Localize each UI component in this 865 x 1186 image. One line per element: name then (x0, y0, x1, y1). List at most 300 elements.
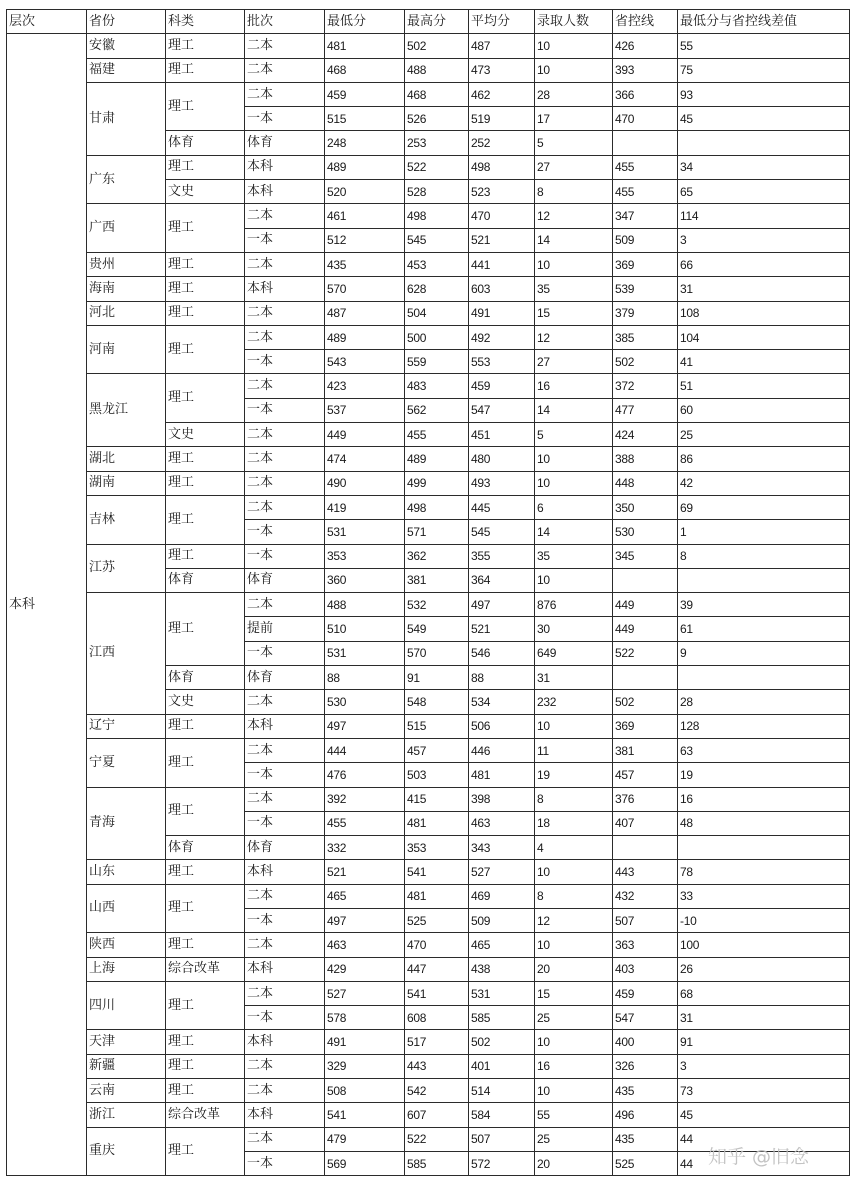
batch-cell: 一本 (245, 811, 325, 835)
province-cell: 山西 (87, 884, 166, 933)
control-line-cell: 477 (613, 398, 678, 422)
score-diff-cell: 75 (678, 58, 850, 82)
score-diff-cell: 91 (678, 1030, 850, 1054)
table-row (7, 1054, 850, 1078)
batch-cell: 二本 (245, 690, 325, 714)
score-diff-cell: 41 (678, 350, 850, 374)
category-cell: 文史 (166, 180, 245, 204)
max-score-cell: 608 (405, 1006, 469, 1030)
max-score-cell: 498 (405, 204, 469, 228)
min-score-cell: 541 (325, 1103, 405, 1127)
max-score-cell: 91 (405, 666, 469, 690)
province-cell: 河北 (87, 301, 166, 325)
table-row (7, 714, 850, 738)
min-score-cell: 429 (325, 957, 405, 981)
province-cell: 江西 (87, 593, 166, 714)
batch-cell: 二本 (245, 1079, 325, 1103)
batch-cell: 二本 (245, 1127, 325, 1151)
avg-score-cell: 480 (469, 447, 535, 471)
admitted-count-cell: 10 (535, 714, 613, 738)
category-cell: 理工 (166, 82, 245, 131)
max-score-cell: 515 (405, 714, 469, 738)
category-cell: 理工 (166, 471, 245, 495)
province-cell: 宁夏 (87, 738, 166, 787)
admitted-count-cell: 35 (535, 544, 613, 568)
score-diff-cell: 73 (678, 1079, 850, 1103)
admitted-count-cell: 649 (535, 641, 613, 665)
max-score-cell: 381 (405, 568, 469, 592)
max-score-cell: 541 (405, 860, 469, 884)
max-score-cell: 628 (405, 277, 469, 301)
max-score-cell: 504 (405, 301, 469, 325)
control-line-cell: 455 (613, 180, 678, 204)
score-diff-cell: 34 (678, 155, 850, 179)
min-score-cell: 531 (325, 641, 405, 665)
avg-score-cell: 553 (469, 350, 535, 374)
avg-score-cell: 527 (469, 860, 535, 884)
min-score-cell: 459 (325, 82, 405, 106)
province-cell: 天津 (87, 1030, 166, 1054)
avg-score-cell: 445 (469, 495, 535, 519)
admitted-count-cell: 55 (535, 1103, 613, 1127)
admitted-count-cell: 5 (535, 131, 613, 155)
category-cell: 理工 (166, 933, 245, 957)
column-header: 最低分 (325, 10, 405, 34)
province-cell: 安徽 (87, 34, 166, 58)
control-line-cell: 448 (613, 471, 678, 495)
control-line-cell: 326 (613, 1054, 678, 1078)
avg-score-cell: 481 (469, 763, 535, 787)
min-score-cell: 527 (325, 981, 405, 1005)
avg-score-cell: 546 (469, 641, 535, 665)
control-line-cell: 393 (613, 58, 678, 82)
avg-score-cell: 473 (469, 58, 535, 82)
table-row (7, 471, 850, 495)
max-score-cell: 525 (405, 908, 469, 932)
batch-cell: 二本 (245, 593, 325, 617)
column-header: 平均分 (469, 10, 535, 34)
avg-score-cell: 364 (469, 568, 535, 592)
batch-cell: 本科 (245, 1030, 325, 1054)
max-score-cell: 522 (405, 1127, 469, 1151)
category-cell: 理工 (166, 884, 245, 933)
min-score-cell: 392 (325, 787, 405, 811)
admitted-count-cell: 25 (535, 1006, 613, 1030)
admitted-count-cell: 4 (535, 836, 613, 860)
table-row (7, 981, 850, 1005)
category-cell: 理工 (166, 58, 245, 82)
control-line-cell: 381 (613, 738, 678, 762)
table-row (7, 593, 850, 617)
control-line-cell: 525 (613, 1151, 678, 1175)
control-line-cell: 539 (613, 277, 678, 301)
admitted-count-cell: 12 (535, 325, 613, 349)
min-score-cell: 543 (325, 350, 405, 374)
avg-score-cell: 521 (469, 617, 535, 641)
avg-score-cell: 547 (469, 398, 535, 422)
batch-cell: 二本 (245, 933, 325, 957)
table-row (7, 277, 850, 301)
max-score-cell: 526 (405, 107, 469, 131)
province-cell: 海南 (87, 277, 166, 301)
max-score-cell: 532 (405, 593, 469, 617)
admitted-count-cell: 16 (535, 1054, 613, 1078)
control-line-cell: 424 (613, 423, 678, 447)
max-score-cell: 499 (405, 471, 469, 495)
avg-score-cell: 88 (469, 666, 535, 690)
min-score-cell: 465 (325, 884, 405, 908)
category-cell: 体育 (166, 836, 245, 860)
category-cell: 理工 (166, 1030, 245, 1054)
control-line-cell: 432 (613, 884, 678, 908)
score-diff-cell: 33 (678, 884, 850, 908)
table-header (7, 10, 850, 34)
batch-cell: 一本 (245, 107, 325, 131)
avg-score-cell: 462 (469, 82, 535, 106)
avg-score-cell: 438 (469, 957, 535, 981)
batch-cell: 一本 (245, 1006, 325, 1030)
avg-score-cell: 441 (469, 252, 535, 276)
category-cell: 理工 (166, 34, 245, 58)
category-cell: 理工 (166, 1079, 245, 1103)
avg-score-cell: 398 (469, 787, 535, 811)
province-cell: 陕西 (87, 933, 166, 957)
max-score-cell: 362 (405, 544, 469, 568)
batch-cell: 二本 (245, 204, 325, 228)
admitted-count-cell: 25 (535, 1127, 613, 1151)
score-diff-cell: 31 (678, 277, 850, 301)
batch-cell: 体育 (245, 666, 325, 690)
table-row (7, 860, 850, 884)
admitted-count-cell: 10 (535, 1079, 613, 1103)
batch-cell: 二本 (245, 1054, 325, 1078)
max-score-cell: 607 (405, 1103, 469, 1127)
category-cell: 理工 (166, 155, 245, 179)
table-row (7, 957, 850, 981)
control-line-cell (613, 568, 678, 592)
score-diff-cell: 86 (678, 447, 850, 471)
category-cell: 理工 (166, 544, 245, 568)
min-score-cell: 530 (325, 690, 405, 714)
min-score-cell: 521 (325, 860, 405, 884)
avg-score-cell: 509 (469, 908, 535, 932)
category-cell: 理工 (166, 447, 245, 471)
batch-cell: 二本 (245, 884, 325, 908)
admitted-count-cell: 12 (535, 204, 613, 228)
column-header: 录取人数 (535, 10, 613, 34)
batch-cell: 一本 (245, 350, 325, 374)
control-line-cell: 347 (613, 204, 678, 228)
avg-score-cell: 493 (469, 471, 535, 495)
category-cell: 理工 (166, 1127, 245, 1176)
batch-cell: 一本 (245, 641, 325, 665)
admitted-count-cell: 20 (535, 1151, 613, 1175)
admitted-count-cell: 10 (535, 933, 613, 957)
max-score-cell: 503 (405, 763, 469, 787)
score-diff-cell: 69 (678, 495, 850, 519)
table-row (7, 1030, 850, 1054)
avg-score-cell: 572 (469, 1151, 535, 1175)
min-score-cell: 497 (325, 714, 405, 738)
avg-score-cell: 584 (469, 1103, 535, 1127)
province-cell: 河南 (87, 325, 166, 374)
province-cell: 四川 (87, 981, 166, 1030)
batch-cell: 体育 (245, 131, 325, 155)
max-score-cell: 541 (405, 981, 469, 1005)
min-score-cell: 531 (325, 520, 405, 544)
admitted-count-cell: 10 (535, 568, 613, 592)
admitted-count-cell: 10 (535, 471, 613, 495)
control-line-cell: 350 (613, 495, 678, 519)
max-score-cell: 570 (405, 641, 469, 665)
batch-cell: 一本 (245, 908, 325, 932)
score-diff-cell: 28 (678, 690, 850, 714)
control-line-cell: 379 (613, 301, 678, 325)
batch-cell: 二本 (245, 34, 325, 58)
admitted-count-cell: 15 (535, 981, 613, 1005)
score-diff-cell: 108 (678, 301, 850, 325)
min-score-cell: 419 (325, 495, 405, 519)
level-cell: 本科 (7, 34, 87, 1176)
control-line-cell: 455 (613, 155, 678, 179)
table-row (7, 204, 850, 228)
max-score-cell: 468 (405, 82, 469, 106)
admitted-count-cell: 10 (535, 34, 613, 58)
province-cell: 贵州 (87, 252, 166, 276)
admitted-count-cell: 31 (535, 666, 613, 690)
batch-cell: 二本 (245, 82, 325, 106)
score-diff-cell: 44 (678, 1127, 850, 1151)
max-score-cell: 481 (405, 811, 469, 835)
avg-score-cell: 492 (469, 325, 535, 349)
column-header: 科类 (166, 10, 245, 34)
admitted-count-cell: 12 (535, 908, 613, 932)
min-score-cell: 489 (325, 155, 405, 179)
table-row (7, 1079, 850, 1103)
admitted-count-cell: 232 (535, 690, 613, 714)
admitted-count-cell: 18 (535, 811, 613, 835)
province-cell: 广西 (87, 204, 166, 253)
province-cell: 辽宁 (87, 714, 166, 738)
avg-score-cell: 469 (469, 884, 535, 908)
category-cell: 理工 (166, 714, 245, 738)
province-cell: 吉林 (87, 495, 166, 544)
batch-cell: 二本 (245, 495, 325, 519)
admitted-count-cell: 14 (535, 228, 613, 252)
province-cell: 上海 (87, 957, 166, 981)
max-score-cell: 415 (405, 787, 469, 811)
control-line-cell: 522 (613, 641, 678, 665)
min-score-cell: 88 (325, 666, 405, 690)
category-cell: 理工 (166, 204, 245, 253)
control-line-cell: 449 (613, 593, 678, 617)
control-line-cell: 366 (613, 82, 678, 106)
control-line-cell: 372 (613, 374, 678, 398)
batch-cell: 本科 (245, 860, 325, 884)
min-score-cell: 476 (325, 763, 405, 787)
batch-cell: 一本 (245, 1151, 325, 1175)
province-cell: 重庆 (87, 1127, 166, 1176)
table-row (7, 301, 850, 325)
table-row (7, 738, 850, 762)
control-line-cell: 547 (613, 1006, 678, 1030)
admitted-count-cell: 19 (535, 763, 613, 787)
province-cell: 广东 (87, 155, 166, 204)
min-score-cell: 468 (325, 58, 405, 82)
batch-cell: 二本 (245, 374, 325, 398)
min-score-cell: 490 (325, 471, 405, 495)
min-score-cell: 537 (325, 398, 405, 422)
table-row (7, 155, 850, 179)
batch-cell: 本科 (245, 155, 325, 179)
avg-score-cell: 507 (469, 1127, 535, 1151)
column-header: 省份 (87, 10, 166, 34)
province-cell: 甘肃 (87, 82, 166, 155)
score-diff-cell: 60 (678, 398, 850, 422)
category-cell: 理工 (166, 301, 245, 325)
score-diff-cell: 51 (678, 374, 850, 398)
avg-score-cell: 465 (469, 933, 535, 957)
category-cell: 综合改革 (166, 957, 245, 981)
table-row (7, 884, 850, 908)
avg-score-cell: 446 (469, 738, 535, 762)
score-diff-cell: 128 (678, 714, 850, 738)
batch-cell: 本科 (245, 957, 325, 981)
control-line-cell (613, 836, 678, 860)
admitted-count-cell: 27 (535, 350, 613, 374)
avg-score-cell: 498 (469, 155, 535, 179)
score-diff-cell: 39 (678, 593, 850, 617)
column-header: 省控线 (613, 10, 678, 34)
control-line-cell: 457 (613, 763, 678, 787)
max-score-cell: 253 (405, 131, 469, 155)
min-score-cell: 512 (325, 228, 405, 252)
control-line-cell: 443 (613, 860, 678, 884)
batch-cell: 一本 (245, 763, 325, 787)
table-row (7, 325, 850, 349)
score-diff-cell: 25 (678, 423, 850, 447)
admitted-count-cell: 10 (535, 252, 613, 276)
max-score-cell: 542 (405, 1079, 469, 1103)
max-score-cell: 545 (405, 228, 469, 252)
max-score-cell: 528 (405, 180, 469, 204)
control-line-cell: 363 (613, 933, 678, 957)
score-diff-cell: 31 (678, 1006, 850, 1030)
max-score-cell: 470 (405, 933, 469, 957)
avg-score-cell: 487 (469, 34, 535, 58)
avg-score-cell: 506 (469, 714, 535, 738)
score-diff-cell: 26 (678, 957, 850, 981)
province-cell: 浙江 (87, 1103, 166, 1127)
admitted-count-cell: 876 (535, 593, 613, 617)
admitted-count-cell: 6 (535, 495, 613, 519)
category-cell: 体育 (166, 666, 245, 690)
max-score-cell: 483 (405, 374, 469, 398)
min-score-cell: 248 (325, 131, 405, 155)
control-line-cell: 426 (613, 34, 678, 58)
category-cell: 理工 (166, 1054, 245, 1078)
admitted-count-cell: 10 (535, 447, 613, 471)
min-score-cell: 329 (325, 1054, 405, 1078)
avg-score-cell: 531 (469, 981, 535, 1005)
min-score-cell: 449 (325, 423, 405, 447)
max-score-cell: 559 (405, 350, 469, 374)
score-diff-cell (678, 666, 850, 690)
max-score-cell: 481 (405, 884, 469, 908)
watermark: 知乎 @旧念 (708, 1146, 810, 1168)
min-score-cell: 479 (325, 1127, 405, 1151)
batch-cell: 体育 (245, 568, 325, 592)
avg-score-cell: 451 (469, 423, 535, 447)
control-line-cell: 509 (613, 228, 678, 252)
province-cell: 山东 (87, 860, 166, 884)
avg-score-cell: 523 (469, 180, 535, 204)
score-diff-cell: 61 (678, 617, 850, 641)
table-row (7, 1103, 850, 1127)
province-cell: 黑龙江 (87, 374, 166, 447)
batch-cell: 二本 (245, 252, 325, 276)
batch-cell: 一本 (245, 544, 325, 568)
min-score-cell: 474 (325, 447, 405, 471)
category-cell: 理工 (166, 981, 245, 1030)
province-cell: 青海 (87, 787, 166, 860)
min-score-cell: 497 (325, 908, 405, 932)
admitted-count-cell: 15 (535, 301, 613, 325)
score-diff-cell: 3 (678, 1054, 850, 1078)
min-score-cell: 444 (325, 738, 405, 762)
avg-score-cell: 514 (469, 1079, 535, 1103)
batch-cell: 二本 (245, 981, 325, 1005)
batch-cell: 二本 (245, 325, 325, 349)
category-cell: 综合改革 (166, 1103, 245, 1127)
control-line-cell: 449 (613, 617, 678, 641)
min-score-cell: 489 (325, 325, 405, 349)
score-diff-cell: 78 (678, 860, 850, 884)
score-diff-cell: -10 (678, 908, 850, 932)
max-score-cell: 353 (405, 836, 469, 860)
table-row (7, 374, 850, 398)
table-row (7, 82, 850, 106)
category-cell: 文史 (166, 690, 245, 714)
min-score-cell: 508 (325, 1079, 405, 1103)
category-cell: 理工 (166, 277, 245, 301)
max-score-cell: 571 (405, 520, 469, 544)
admitted-count-cell: 14 (535, 520, 613, 544)
min-score-cell: 570 (325, 277, 405, 301)
category-cell: 体育 (166, 568, 245, 592)
max-score-cell: 502 (405, 34, 469, 58)
batch-cell: 二本 (245, 58, 325, 82)
category-cell: 文史 (166, 423, 245, 447)
score-diff-cell: 16 (678, 787, 850, 811)
admitted-count-cell: 27 (535, 155, 613, 179)
control-line-cell: 403 (613, 957, 678, 981)
avg-score-cell: 603 (469, 277, 535, 301)
province-cell: 新疆 (87, 1054, 166, 1078)
avg-score-cell: 497 (469, 593, 535, 617)
admitted-count-cell: 17 (535, 107, 613, 131)
control-line-cell: 502 (613, 690, 678, 714)
table-row (7, 933, 850, 957)
avg-score-cell: 534 (469, 690, 535, 714)
column-header: 最高分 (405, 10, 469, 34)
control-line-cell: 376 (613, 787, 678, 811)
category-cell: 理工 (166, 495, 245, 544)
admission-score-table (6, 9, 850, 1176)
score-diff-cell: 55 (678, 34, 850, 58)
category-cell: 理工 (166, 860, 245, 884)
admitted-count-cell: 10 (535, 860, 613, 884)
